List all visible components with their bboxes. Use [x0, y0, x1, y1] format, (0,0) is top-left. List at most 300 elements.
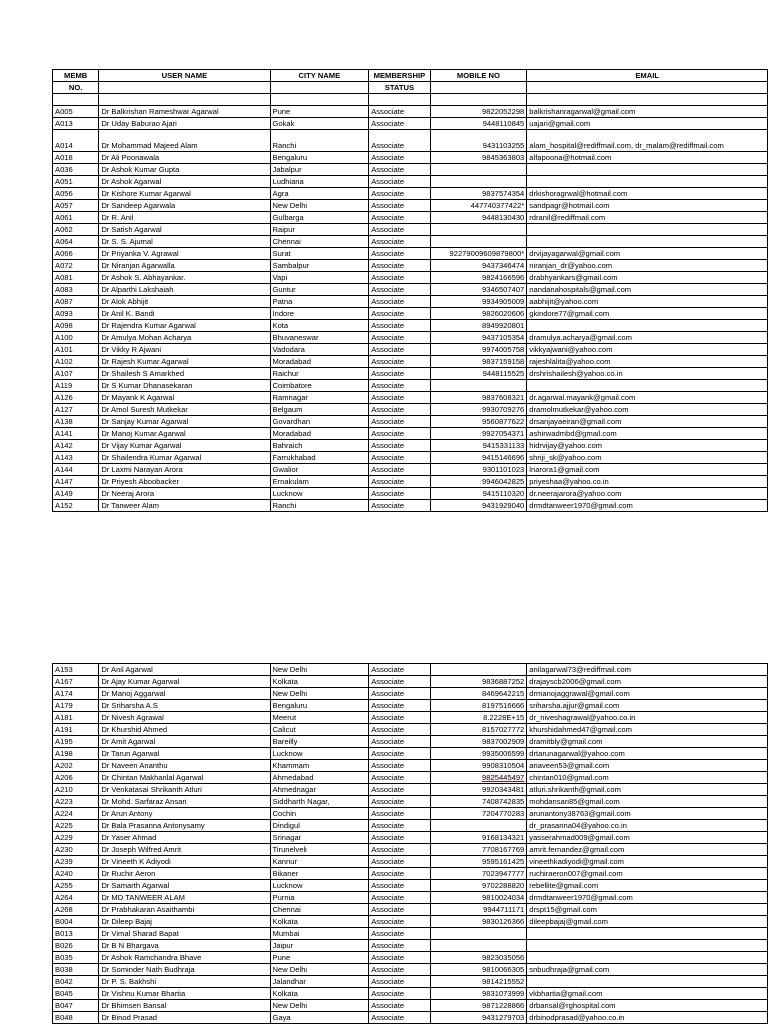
cell-memb-no: A210 — [53, 784, 99, 796]
cell-mobile-no: 9908310504 — [430, 760, 527, 772]
cell-memb-no: A005 — [53, 105, 99, 117]
cell-mobile-no: 8.2228E+15 — [430, 712, 527, 724]
cell-email: yasserahmad009@gmail.com — [527, 832, 768, 844]
cell-memb-no: A195 — [53, 736, 99, 748]
cell-membership-status: Associate — [369, 129, 430, 151]
cell-membership-status: Associate — [369, 832, 430, 844]
cell-memb-no: A081 — [53, 271, 99, 283]
table-row — [53, 163, 768, 175]
cell-memb-no: A142 — [53, 439, 99, 451]
cell-city-name: Raipur — [270, 223, 369, 235]
table-row — [53, 415, 768, 427]
cell-user-name: Dr Anil Agarwal — [99, 664, 270, 676]
cell-membership-status: Associate — [369, 1000, 430, 1012]
cell-membership-status: Associate — [369, 1012, 430, 1024]
cell-membership-status: Associate — [369, 283, 430, 295]
cell-membership-status: Associate — [369, 403, 430, 415]
cell-user-name: Dr Shailendra Kumar Agarwal — [99, 451, 270, 463]
cell-city-name: Lucknow — [270, 880, 369, 892]
cell-memb-no: B035 — [53, 952, 99, 964]
cell-mobile-no — [430, 163, 527, 175]
cell-mobile-no: 9836887252 — [430, 676, 527, 688]
cell-user-name: Dr Sandeep Agarwala — [99, 199, 270, 211]
cell-memb-no: A056 — [53, 187, 99, 199]
cell-city-name: Coimbatore — [270, 379, 369, 391]
cell-user-name: Dr Ashok Kumar Gupta — [99, 163, 270, 175]
cell-membership-status: Associate — [369, 736, 430, 748]
cell-user-name: Dr Manoj Kumar Agarwal — [99, 427, 270, 439]
cell-memb-no: A198 — [53, 748, 99, 760]
cell-mobile-no: 8949920801 — [430, 319, 527, 331]
table-row — [53, 295, 768, 307]
table-row — [53, 1012, 768, 1024]
cell-city-name: Tirunelveli — [270, 844, 369, 856]
cell-city-name: Khammam — [270, 760, 369, 772]
cell-city-name: Bareilly — [270, 736, 369, 748]
cell-city-name: Chennai — [270, 904, 369, 916]
cell-mobile-no: 9831073999 — [430, 988, 527, 1000]
table-row — [53, 463, 768, 475]
cell-user-name: Dr P. S. Bakhshi — [99, 976, 270, 988]
cell-user-name: Dr Vishnu Kumar Bhartia — [99, 988, 270, 1000]
table-row — [53, 247, 768, 259]
cell-mobile-no: 8469642215 — [430, 688, 527, 700]
cell-email: dr.neerajarora@yahoo.com — [527, 487, 768, 499]
cell-memb-no: A036 — [53, 163, 99, 175]
cell-city-name: Calicut — [270, 724, 369, 736]
cell-email — [527, 235, 768, 247]
cell-mobile-no: 9301101023 — [430, 463, 527, 475]
cell-city-name: Ranchi — [270, 129, 369, 151]
cell-memb-no: A229 — [53, 832, 99, 844]
cell-memb-no: A014 — [53, 129, 99, 151]
cell-city-name: New Delhi — [270, 664, 369, 676]
cell-city-name: Moradabad — [270, 427, 369, 439]
cell-membership-status: Associate — [369, 868, 430, 880]
cell-user-name: Dr Dileep Bajaj — [99, 916, 270, 928]
cell-email — [527, 319, 768, 331]
cell-membership-status: Associate — [369, 367, 430, 379]
cell-user-name: Dr Uday Baburao Ajari — [99, 117, 270, 129]
cell-mobile-no: 9825445497 — [430, 772, 527, 784]
cell-mobile-no: 9437346474 — [430, 259, 527, 271]
table-row — [53, 271, 768, 283]
cell-mobile-no — [430, 820, 527, 832]
cell-memb-no: A101 — [53, 343, 99, 355]
cell-memb-no: A268 — [53, 904, 99, 916]
table-row — [53, 796, 768, 808]
cell-user-name: Dr Sanjay Kumar Agarwal — [99, 415, 270, 427]
header-email-2 — [527, 82, 768, 94]
cell-membership-status: Associate — [369, 163, 430, 175]
cell-city-name: Gaya — [270, 1012, 369, 1024]
table-row — [53, 211, 768, 223]
cell-city-name: Ahmednagar — [270, 784, 369, 796]
header-user-name-2 — [99, 82, 270, 94]
cell-mobile-no: 9415110320 — [430, 487, 527, 499]
cell-city-name: Bengaluru — [270, 700, 369, 712]
cell-memb-no: A102 — [53, 355, 99, 367]
cell-membership-status: Associate — [369, 499, 430, 511]
table-row — [53, 916, 768, 928]
cell-user-name: Dr Bhimsen Bansal — [99, 1000, 270, 1012]
table-row — [53, 259, 768, 271]
cell-city-name: New Delhi — [270, 964, 369, 976]
cell-memb-no: A072 — [53, 259, 99, 271]
cell-memb-no: A100 — [53, 331, 99, 343]
table-row — [53, 223, 768, 235]
cell-memb-no: A062 — [53, 223, 99, 235]
cell-user-name: Dr Rajesh Kumar Agarwal — [99, 355, 270, 367]
table-row — [53, 724, 768, 736]
table-row — [53, 988, 768, 1000]
cell-membership-status: Associate — [369, 105, 430, 117]
cell-city-name: Farrukhabad — [270, 451, 369, 463]
cell-membership-status: Associate — [369, 772, 430, 784]
cell-membership-status: Associate — [369, 319, 430, 331]
table-row — [53, 700, 768, 712]
member-table-2 — [52, 663, 768, 1024]
cell-membership-status: Associate — [369, 295, 430, 307]
cell-memb-no: A152 — [53, 499, 99, 511]
cell-membership-status: Associate — [369, 307, 430, 319]
cell-city-name: Bikaner — [270, 868, 369, 880]
table-row — [53, 391, 768, 403]
cell-city-name: Raichur — [270, 367, 369, 379]
cell-mobile-no: 9822052298 — [430, 105, 527, 117]
cell-city-name: Pune — [270, 105, 369, 117]
cell-memb-no: A240 — [53, 868, 99, 880]
cell-membership-status: Associate — [369, 892, 430, 904]
cell-membership-status: Associate — [369, 475, 430, 487]
cell-memb-no: A066 — [53, 247, 99, 259]
cell-mobile-no — [430, 223, 527, 235]
cell-membership-status: Associate — [369, 391, 430, 403]
table-row — [53, 964, 768, 976]
cell-membership-status: Associate — [369, 688, 430, 700]
cell-memb-no: A013 — [53, 117, 99, 129]
table-row — [53, 676, 768, 688]
cell-memb-no: A083 — [53, 283, 99, 295]
cell-user-name: Dr Nivesh Agrawal — [99, 712, 270, 724]
table-row — [53, 451, 768, 463]
cell-user-name: Dr Tanweer Alam — [99, 499, 270, 511]
cell-user-name: Dr Ashok Ramchandra Bhave — [99, 952, 270, 964]
cell-membership-status: Associate — [369, 427, 430, 439]
cell-membership-status: Associate — [369, 952, 430, 964]
cell-email: dr_niveshagrawal@yahoo.co.in — [527, 712, 768, 724]
cell-city-name: Ranchi — [270, 499, 369, 511]
cell-city-name: Ahmedabad — [270, 772, 369, 784]
cell-mobile-no: 9346507407 — [430, 283, 527, 295]
cell-city-name: Agra — [270, 187, 369, 199]
table-row — [53, 199, 768, 211]
cell-mobile-no: 9837608321 — [430, 391, 527, 403]
cell-user-name: Dr Binod Prasad — [99, 1012, 270, 1024]
header-row — [53, 70, 768, 82]
cell-email: rajeshlalita@yahoo.com — [527, 355, 768, 367]
cell-membership-status: Associate — [369, 748, 430, 760]
cell-user-name: Dr Vijay Kumar Agarwal — [99, 439, 270, 451]
spacer-row — [53, 94, 768, 106]
cell-membership-status: Associate — [369, 151, 430, 163]
cell-user-name: Dr R. Anil — [99, 211, 270, 223]
cell-membership-status: Associate — [369, 271, 430, 283]
cell-user-name: Dr Amol Suresh Mutkekar — [99, 403, 270, 415]
cell-email — [527, 952, 768, 964]
cell-city-name: Bahraich — [270, 439, 369, 451]
table-row — [53, 403, 768, 415]
table-row — [53, 355, 768, 367]
cell-user-name: Dr Ruchir Aeron — [99, 868, 270, 880]
cell-mobile-no: 447740377422* — [430, 199, 527, 211]
cell-user-name: Dr Khurshid Ahmed — [99, 724, 270, 736]
cell-city-name: Vadodara — [270, 343, 369, 355]
cell-mobile-no: 9845363803 — [430, 151, 527, 163]
cell-email: drbinodprasad@yahoo.co.in — [527, 1012, 768, 1024]
cell-mobile-no: 9934905009 — [430, 295, 527, 307]
cell-memb-no: B042 — [53, 976, 99, 988]
cell-memb-no: B013 — [53, 928, 99, 940]
table-row — [53, 117, 768, 129]
cell-city-name: Vapi — [270, 271, 369, 283]
cell-email: drshrishailesh@yahoo.co.in — [527, 367, 768, 379]
cell-membership-status: Associate — [369, 331, 430, 343]
cell-city-name: New Delhi — [270, 1000, 369, 1012]
cell-mobile-no: 9944711171 — [430, 904, 527, 916]
cell-memb-no: A064 — [53, 235, 99, 247]
cell-user-name: Dr Niranjan Agarwalla — [99, 259, 270, 271]
table-row — [53, 868, 768, 880]
cell-user-name: Dr Vikky R Ajwani — [99, 343, 270, 355]
cell-email: vikkyajwani@yahoo.com — [527, 343, 768, 355]
cell-membership-status: Associate — [369, 439, 430, 451]
table-row — [53, 976, 768, 988]
header-row-2 — [53, 82, 768, 94]
cell-mobile-no: 9810066305 — [430, 964, 527, 976]
table-row — [53, 892, 768, 904]
cell-mobile-no: 9448115525 — [430, 367, 527, 379]
cell-membership-status: Associate — [369, 664, 430, 676]
cell-memb-no: A181 — [53, 712, 99, 724]
cell-memb-no: B048 — [53, 1012, 99, 1024]
table-row — [53, 664, 768, 676]
cell-city-name: Mumbai — [270, 928, 369, 940]
cell-email: khurshidahmed47@gmail.com — [527, 724, 768, 736]
table-row — [53, 331, 768, 343]
cell-memb-no: A239 — [53, 856, 99, 868]
cell-user-name: Dr Kishore Kumar Agarwal — [99, 187, 270, 199]
header-mobile-no: MOBILE NO — [430, 70, 527, 82]
cell-mobile-no: 9830126366 — [430, 916, 527, 928]
cell-user-name: Dr Alparthi Lakshaiah — [99, 283, 270, 295]
cell-mobile-no: 9431929040 — [430, 499, 527, 511]
cell-city-name: Moradabad — [270, 355, 369, 367]
cell-membership-status: Associate — [369, 211, 430, 223]
cell-mobile-no: 9437105354 — [430, 331, 527, 343]
cell-user-name: Dr Manoj Aggarwal — [99, 688, 270, 700]
cell-email: sriharsha.ajjur@gmail.com — [527, 700, 768, 712]
header-membership-status-2: STATUS — [369, 82, 430, 94]
cell-city-name: Srinagar — [270, 832, 369, 844]
cell-city-name: Siddharth Nagar, — [270, 796, 369, 808]
cell-mobile-no: 9920343481 — [430, 784, 527, 796]
cell-city-name: Lucknow — [270, 748, 369, 760]
header-memb-no: MEMB — [53, 70, 99, 82]
table-row — [53, 760, 768, 772]
cell-mobile-no: 7023947777 — [430, 868, 527, 880]
cell-mobile-no: 9168134321 — [430, 832, 527, 844]
cell-membership-status: Associate — [369, 796, 430, 808]
cell-memb-no: A126 — [53, 391, 99, 403]
table-row — [53, 487, 768, 499]
cell-city-name: Purnia — [270, 892, 369, 904]
cell-email: amrit.fernandez@gmail.com — [527, 844, 768, 856]
cell-membership-status: Associate — [369, 916, 430, 928]
cell-memb-no: A098 — [53, 319, 99, 331]
cell-memb-no: A202 — [53, 760, 99, 772]
cell-email: rdranil@rediffmail.com — [527, 211, 768, 223]
cell-membership-status: Associate — [369, 712, 430, 724]
cell-email — [527, 175, 768, 187]
cell-city-name: Ernakulam — [270, 475, 369, 487]
table-row — [53, 379, 768, 391]
table-row — [53, 688, 768, 700]
cell-user-name: Dr S Kumar Dhanasekaran — [99, 379, 270, 391]
table-row — [53, 151, 768, 163]
cell-mobile-no: 9837574354 — [430, 187, 527, 199]
cell-memb-no: A153 — [53, 664, 99, 676]
cell-membership-status: Associate — [369, 247, 430, 259]
cell-city-name: Gwalior — [270, 463, 369, 475]
cell-city-name: Patna — [270, 295, 369, 307]
cell-email: dr.agarwal.mayank@gmail.com — [527, 391, 768, 403]
cell-user-name: Dr Sominder Nath Budhraja — [99, 964, 270, 976]
cell-membership-status: Associate — [369, 235, 430, 247]
cell-memb-no: A087 — [53, 295, 99, 307]
table-row — [53, 427, 768, 439]
cell-city-name: Pune — [270, 952, 369, 964]
cell-mobile-no: 9927054371 — [430, 427, 527, 439]
cell-mobile-no: 9415331133 — [430, 439, 527, 451]
cell-user-name: Dr Amulya Mohan Acharya — [99, 331, 270, 343]
cell-membership-status: Associate — [369, 463, 430, 475]
cell-mobile-no: 9448110845 — [430, 117, 527, 129]
table-row — [53, 844, 768, 856]
cell-membership-status: Associate — [369, 175, 430, 187]
table-row — [53, 367, 768, 379]
cell-mobile-no: 7708167769 — [430, 844, 527, 856]
cell-user-name: Dr Satish Agarwal — [99, 223, 270, 235]
cell-email — [527, 379, 768, 391]
cell-user-name: Dr Vineeth K Adiyodi — [99, 856, 270, 868]
cell-city-name: Ramnagar — [270, 391, 369, 403]
cell-city-name: Meerut — [270, 712, 369, 724]
header-city-name-2 — [270, 82, 369, 94]
table-row — [53, 940, 768, 952]
cell-user-name: Dr Shailesh S Amarkhed — [99, 367, 270, 379]
cell-email: drajayscb2006@gmail.com — [527, 676, 768, 688]
cell-city-name: Surat — [270, 247, 369, 259]
cell-memb-no: B047 — [53, 1000, 99, 1012]
cell-membership-status: Associate — [369, 187, 430, 199]
table-row — [53, 175, 768, 187]
cell-email: priyeshaa@yahoo.co.in — [527, 475, 768, 487]
cell-membership-status: Associate — [369, 676, 430, 688]
cell-user-name: Dr Ajay Kumar Agarwal — [99, 676, 270, 688]
cell-mobile-no: 9826020606 — [430, 307, 527, 319]
cell-user-name: Dr Ashok S. Abhayankar. — [99, 271, 270, 283]
cell-membership-status: Associate — [369, 820, 430, 832]
cell-memb-no: A141 — [53, 427, 99, 439]
cell-memb-no: A018 — [53, 151, 99, 163]
table-row — [53, 235, 768, 247]
cell-email: mohdansari85@gmail.com — [527, 796, 768, 808]
cell-memb-no: A093 — [53, 307, 99, 319]
cell-membership-status: Associate — [369, 844, 430, 856]
table-row — [53, 772, 768, 784]
cell-email: dr_prasanna04@yahoo.co.in — [527, 820, 768, 832]
cell-mobile-no: 9595161425 — [430, 856, 527, 868]
cell-email: drtarunagarwal@yahoo.com — [527, 748, 768, 760]
cell-memb-no: A149 — [53, 487, 99, 499]
cell-email: niranjan_dr@yahoo.com — [527, 259, 768, 271]
cell-email: rebellite@gmail.com — [527, 880, 768, 892]
cell-email — [527, 223, 768, 235]
cell-mobile-no: 7204770283 — [430, 808, 527, 820]
cell-mobile-no — [430, 664, 527, 676]
cell-city-name: Bengaluru — [270, 151, 369, 163]
cell-email: dramolmutkekar@yahoo.com — [527, 403, 768, 415]
cell-mobile-no: 92279009609879800* — [430, 247, 527, 259]
cell-membership-status: Associate — [369, 199, 430, 211]
table-row — [53, 928, 768, 940]
cell-city-name: New Delhi — [270, 199, 369, 211]
cell-user-name: Dr Sriharsha A.S — [99, 700, 270, 712]
table-row — [53, 736, 768, 748]
cell-user-name: Dr S. S. Ajumal — [99, 235, 270, 247]
cell-email: drbansal@rghospital.com — [527, 1000, 768, 1012]
cell-membership-status: Associate — [369, 487, 430, 499]
cell-email: drkishoragrwal@hotmail.com — [527, 187, 768, 199]
cell-memb-no: A051 — [53, 175, 99, 187]
cell-city-name: Kolkata — [270, 676, 369, 688]
table-row — [53, 475, 768, 487]
cell-city-name: New Delhi — [270, 688, 369, 700]
cell-user-name: Dr Joseph Wilfred Amrit — [99, 844, 270, 856]
cell-membership-status: Associate — [369, 451, 430, 463]
cell-membership-status: Associate — [369, 940, 430, 952]
cell-user-name: Dr Yaser Ahmad — [99, 832, 270, 844]
cell-membership-status: Associate — [369, 988, 430, 1000]
cell-membership-status: Associate — [369, 784, 430, 796]
header-memb-no-2: NO. — [53, 82, 99, 94]
cell-email: drmanojaggrawal@gmail.com — [527, 688, 768, 700]
cell-city-name: Jalandhar — [270, 976, 369, 988]
cell-membership-status: Associate — [369, 724, 430, 736]
cell-mobile-no: 9810024034 — [430, 892, 527, 904]
table-row — [53, 439, 768, 451]
table-row — [53, 880, 768, 892]
cell-user-name: Dr B N Bhargava — [99, 940, 270, 952]
header-user-name: USER NAME — [99, 70, 270, 82]
table-row — [53, 748, 768, 760]
table-row — [53, 952, 768, 964]
cell-city-name: Bhuvaneswar — [270, 331, 369, 343]
cell-memb-no: B026 — [53, 940, 99, 952]
cell-memb-no: A107 — [53, 367, 99, 379]
cell-user-name: Dr Arun Antony — [99, 808, 270, 820]
